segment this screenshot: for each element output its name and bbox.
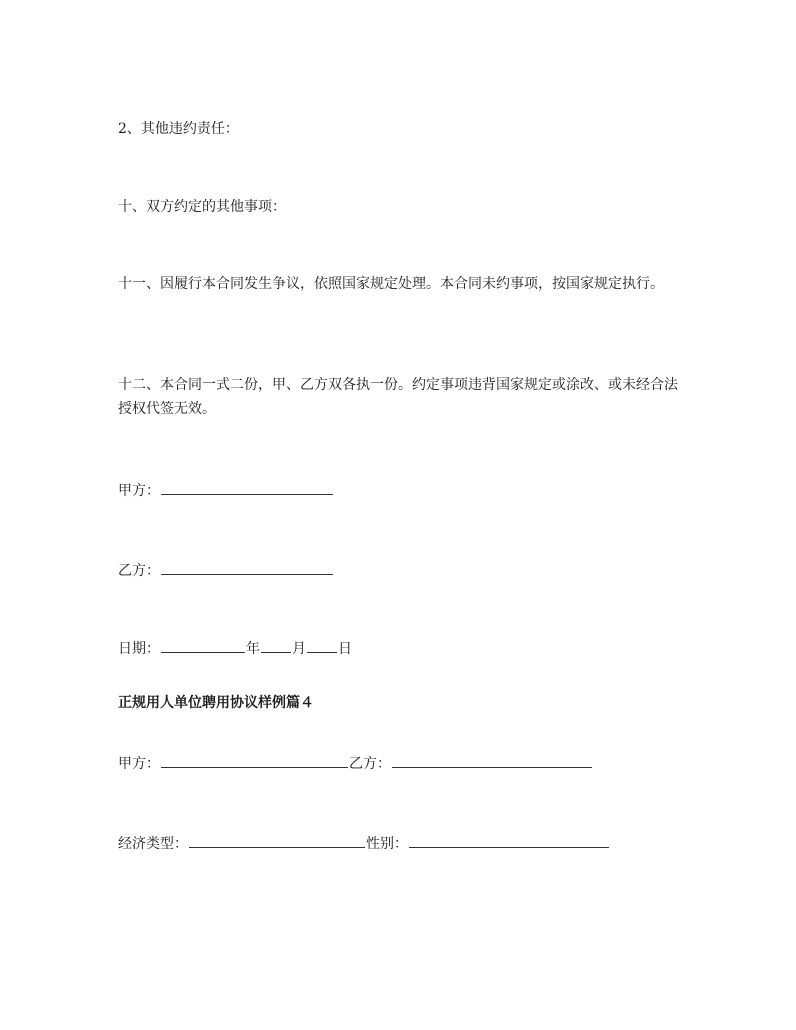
date-month-blank[interactable] bbox=[261, 638, 291, 653]
date-year-label: 年 bbox=[246, 641, 260, 657]
other-liability-paragraph: 2、其他违约责任： bbox=[118, 121, 239, 137]
signature-party-b-row bbox=[118, 560, 334, 581]
clause-12-paragraph: 十二、本合同一式二份，甲、乙方双各执一份。约定事项违背国家规定或涂改、或未经合法授权代签无效。 bbox=[118, 377, 678, 417]
clause-10-paragraph: 十、双方约定的其他事项： bbox=[118, 199, 286, 215]
date-day-blank[interactable] bbox=[307, 638, 337, 653]
form-parties-row bbox=[118, 753, 593, 774]
form-party-a-label: 甲方： bbox=[118, 756, 160, 772]
date-label: 日期： bbox=[118, 641, 160, 657]
form-party-b-blank[interactable] bbox=[392, 753, 592, 768]
economic-type-label: 经济类型： bbox=[118, 836, 188, 852]
form-economic-row bbox=[118, 833, 610, 854]
form-party-b-label: 乙方： bbox=[349, 756, 391, 772]
date-month-label: 月 bbox=[292, 641, 306, 657]
date-day-label: 日 bbox=[338, 641, 352, 657]
section-title: 正规用人单位聘用协议样例篇４ bbox=[118, 695, 314, 711]
form-party-a-blank[interactable] bbox=[161, 753, 348, 768]
signature-party-a-row bbox=[118, 480, 334, 501]
date-year-blank[interactable] bbox=[161, 638, 245, 653]
gender-blank[interactable] bbox=[409, 833, 609, 848]
signature-party-b-label: 乙方： bbox=[118, 563, 160, 579]
signature-party-a-label: 甲方： bbox=[118, 483, 160, 499]
clause-11-paragraph: 十一、因履行本合同发生争议，依照国家规定处理。本合同未约事项，按国家规定执行。 bbox=[118, 276, 664, 292]
economic-type-blank[interactable] bbox=[189, 833, 365, 848]
signature-party-a-blank[interactable] bbox=[161, 480, 333, 495]
gender-label: 性别： bbox=[366, 836, 408, 852]
date-row bbox=[118, 638, 352, 659]
signature-party-b-blank[interactable] bbox=[161, 560, 333, 575]
